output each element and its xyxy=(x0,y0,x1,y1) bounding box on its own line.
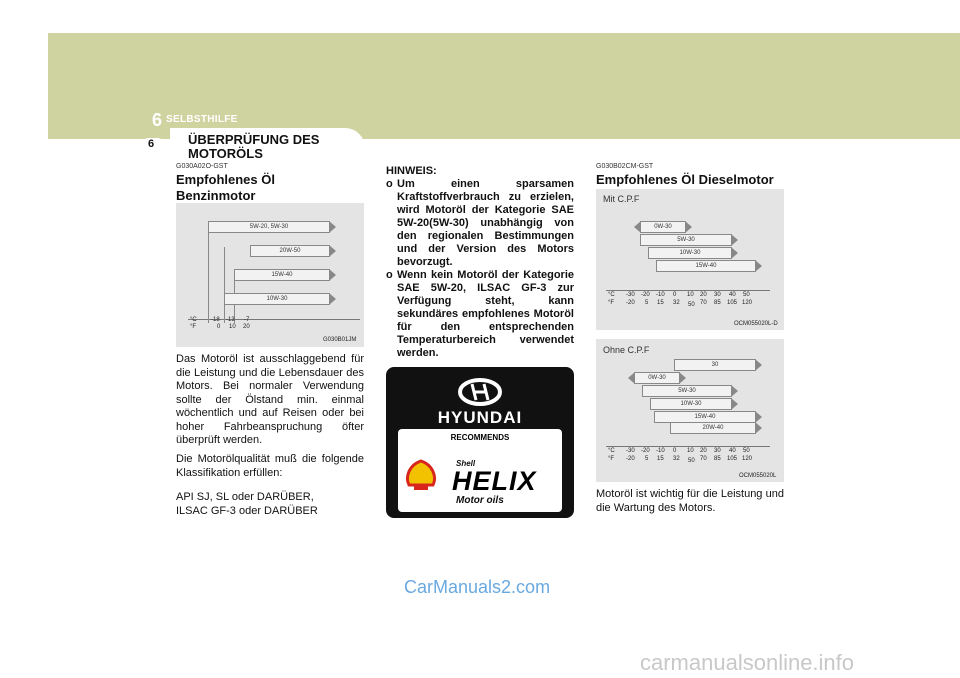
bullet-mark: o xyxy=(386,269,393,281)
fahrenheit-tick: 5 xyxy=(645,456,649,462)
bullet-mark: o xyxy=(386,178,393,190)
fahrenheit-tick: 15 xyxy=(657,300,664,306)
celsius-tick: -30 xyxy=(626,292,635,298)
gasoline-para-1: Das Motoröl ist ausschlaggebend für die Leistung und die Lebensdauer des Motors. Bei normaler Verwendung sollte der Ölstand min. einmal wöchentlich und auf Reisen oder bei hoher Fahrbeanspruchung öfter überprüft werden. xyxy=(176,353,364,446)
note-item-text: Wenn kein Motoröl der Kategorie SAE 5W-20, ILSAC GF-3 zur Verfügung steht, kann sekundäres empfohlenes Motoröl für den entsprechenden Temperaturbereich verwendet werden. xyxy=(397,269,574,359)
celsius-tick: 10 xyxy=(687,448,694,454)
chart-bar: 10W-30 xyxy=(224,293,330,305)
celsius-label: °C xyxy=(608,292,615,298)
celsius-tick: 30 xyxy=(714,292,721,298)
celsius-tick: -20 xyxy=(641,448,650,454)
watermark-footer: carmanualsonline.info xyxy=(640,650,855,675)
celsius-label: °C xyxy=(190,317,197,323)
motor-oils-label: Motor oils xyxy=(456,495,504,506)
fahrenheit-tick: 120 xyxy=(742,300,753,306)
note-item xyxy=(386,269,574,360)
chart-bar: 15W-40 xyxy=(234,269,330,281)
fahrenheit-tick: 50 xyxy=(688,458,695,464)
chart-bar: 0W-30 xyxy=(640,221,686,233)
celsius-tick: -10 xyxy=(656,292,665,298)
fahrenheit-tick: 10 xyxy=(229,324,236,330)
chapter-number: 6 xyxy=(152,110,163,130)
fahrenheit-tick: 85 xyxy=(714,456,721,462)
fahrenheit-tick: 32 xyxy=(673,300,680,306)
recommends-label: RECOMMENDS xyxy=(450,433,510,442)
celsius-tick: -20 xyxy=(641,292,650,298)
celsius-tick: 10 xyxy=(687,292,694,298)
section-code: G030A02O-GST xyxy=(176,163,228,170)
chart-bar: 20W-40 xyxy=(670,422,756,434)
fahrenheit-tick: 105 xyxy=(727,300,738,306)
chart-bar: 20W-50 xyxy=(250,245,330,257)
celsius-tick: -10 xyxy=(656,448,665,454)
celsius-tick: 0 xyxy=(673,448,677,454)
note-item-text: Um einen sparsamen Kraftstoffverbrauch zu erzielen, wird Motoröl der Kategorie SAE 5W-20(5W-30) unabhängig von den regionalen Bestimmungen und der Version des Motors bevorzugt. xyxy=(397,178,574,268)
section-title: ÜBERPRÜFUNG DES MOTORÖLS xyxy=(188,132,320,161)
note-block xyxy=(386,165,574,360)
chart-bar: 30 xyxy=(674,359,756,371)
shell-helix-panel xyxy=(398,429,562,512)
fahrenheit-label: °F xyxy=(190,324,197,330)
gasoline-oil-chart xyxy=(176,203,364,347)
fahrenheit-tick: 85 xyxy=(714,300,721,306)
gasoline-para-2: Die Motorölqualität muß die folgende Klassifikation erfüllen: xyxy=(176,453,364,479)
figure-code: OCM055020L xyxy=(739,473,777,479)
spec-line: API SJ, SL oder DARÜBER, xyxy=(176,491,314,503)
celsius-tick: -18 xyxy=(211,317,220,323)
fahrenheit-label: °F xyxy=(608,456,615,462)
chart-bar: 0W-30 xyxy=(634,372,680,384)
celsius-tick: 20 xyxy=(700,448,707,454)
spec-line: ILSAC GF-3 oder DARÜBER xyxy=(176,504,318,517)
shell-pecten-icon xyxy=(404,459,438,493)
figure-code: OCM055020L-D xyxy=(734,321,778,327)
chapter-title: SELBSTHILFE xyxy=(166,114,238,125)
gasoline-oil-heading: Empfohlenes Öl Benzinmotor xyxy=(176,172,275,203)
note-heading: HINWEIS: xyxy=(386,165,437,177)
chart-bar: 10W-30 xyxy=(650,398,732,410)
fahrenheit-tick: 0 xyxy=(217,324,221,330)
celsius-tick: 50 xyxy=(743,448,750,454)
fahrenheit-tick: 32 xyxy=(673,456,680,462)
shell-label: Shell xyxy=(456,459,476,468)
diesel-chart-without-cpf xyxy=(596,339,784,482)
chart-bar: 15W-40 xyxy=(654,411,756,423)
fahrenheit-tick: -20 xyxy=(626,300,635,306)
fahrenheit-tick: -20 xyxy=(626,456,635,462)
gasoline-para-3 xyxy=(176,491,364,518)
note-item xyxy=(386,178,574,269)
celsius-tick: 40 xyxy=(729,292,736,298)
fahrenheit-tick: 70 xyxy=(700,456,707,462)
helix-label: HELIX xyxy=(452,466,537,496)
brand-name: HYUNDAI xyxy=(437,408,523,427)
celsius-tick: -7 xyxy=(244,317,250,323)
chart-bar: 15W-40 xyxy=(656,260,756,272)
range-line-1 xyxy=(208,223,209,323)
fahrenheit-tick: 105 xyxy=(727,456,738,462)
chart-bar: 5W-30 xyxy=(640,234,732,246)
fahrenheit-tick: 5 xyxy=(645,300,649,306)
celsius-tick: 20 xyxy=(700,292,707,298)
temperature-axis xyxy=(606,446,770,447)
celsius-tick: 30 xyxy=(714,448,721,454)
fahrenheit-tick: 70 xyxy=(700,300,707,306)
fahrenheit-tick: 20 xyxy=(243,324,250,330)
diesel-chart-with-cpf xyxy=(596,189,784,330)
celsius-tick: -30 xyxy=(626,448,635,454)
chart-title: Mit C.P.F xyxy=(603,194,640,204)
diesel-para: Motoröl ist wichtig für die Leistung und die Wartung des Motors. xyxy=(596,488,784,514)
celsius-tick: 0 xyxy=(673,292,677,298)
chart-bar: 5W-30 xyxy=(642,385,732,397)
range-line-2 xyxy=(224,247,225,323)
celsius-label: °C xyxy=(608,448,615,454)
celsius-tick: 50 xyxy=(743,292,750,298)
chart-bar: 5W-20, 5W-30 xyxy=(208,221,330,233)
watermark-link[interactable]: CarManuals2.com xyxy=(404,577,551,597)
fahrenheit-label: °F xyxy=(608,300,615,306)
fahrenheit-tick: 15 xyxy=(657,456,664,462)
section-code: G030B02CM-GST xyxy=(596,163,654,170)
chart-title: Ohne C.P.F xyxy=(603,345,650,355)
celsius-tick: 40 xyxy=(729,448,736,454)
temperature-axis xyxy=(606,290,770,291)
page-number: 6 xyxy=(148,138,155,150)
celsius-tick: -13 xyxy=(226,317,235,323)
diesel-oil-heading: Empfohlenes Öl Dieselmotor xyxy=(596,172,774,187)
chart-bar: 10W-30 xyxy=(648,247,732,259)
fahrenheit-tick: 50 xyxy=(688,302,695,308)
figure-code: G030B01JM xyxy=(323,337,357,343)
fahrenheit-tick: 120 xyxy=(742,456,753,462)
